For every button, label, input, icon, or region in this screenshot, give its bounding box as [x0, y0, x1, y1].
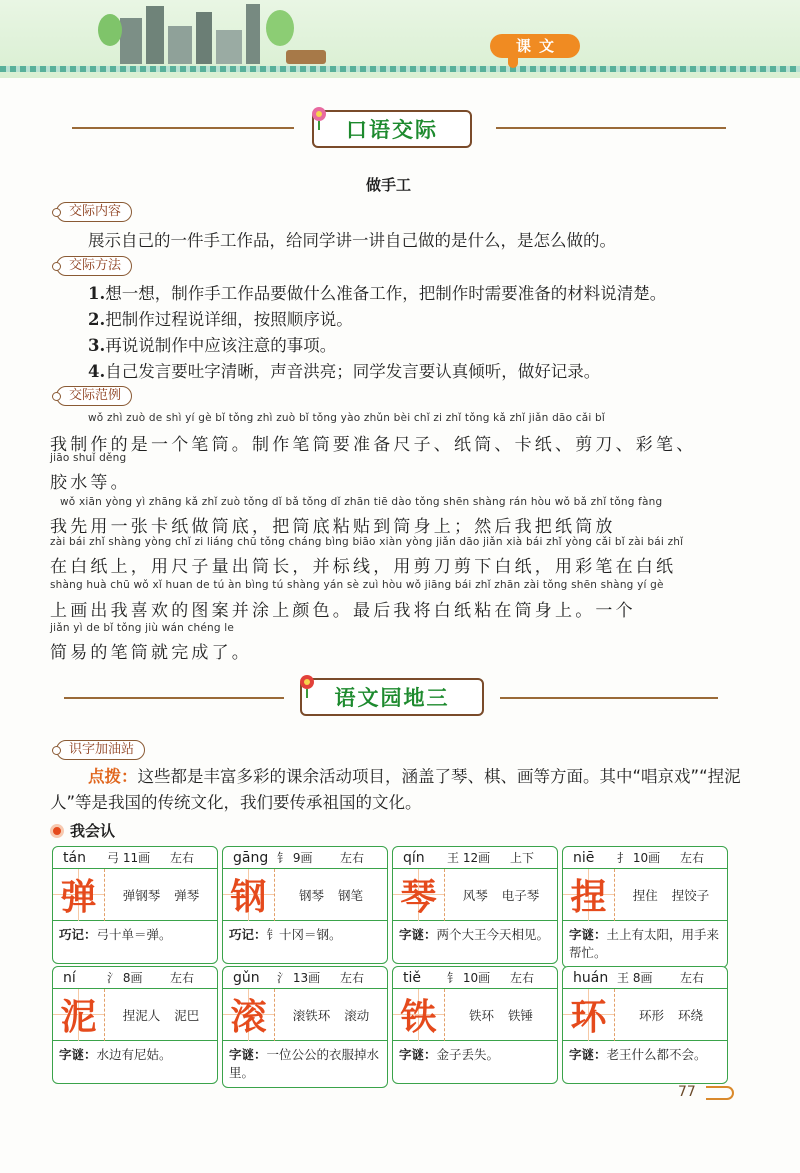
card-structure: 左右 [679, 851, 704, 865]
card-note-label: 字谜： [399, 1047, 437, 1062]
card-note-label: 字谜： [59, 1047, 97, 1062]
method-text: 想一想，制作手工作品要做什么准备工作，把制作时需要准备的材料说清楚。 [105, 284, 667, 303]
card-note: 钅十冈＝钢。 [266, 927, 342, 942]
card-note-label: 巧记： [229, 927, 267, 942]
card-radical: 氵 13画 [277, 971, 321, 985]
card-radical: 钅 10画 [447, 971, 491, 985]
card-structure: 左右 [169, 971, 194, 985]
card-structure: 左右 [339, 971, 364, 985]
card-character: 泥 [53, 989, 105, 1041]
card-pinyin: qín [403, 849, 425, 866]
banner-rule-left [72, 127, 294, 129]
method-number: 3. [88, 336, 106, 355]
card-note: 一位公公的衣服掉水里。 [229, 1047, 380, 1080]
card-character: 钢 [223, 869, 275, 921]
banner-title: 语文园地三 [334, 686, 450, 710]
card-character: 弹 [53, 869, 105, 921]
tag-literacy-station: 识字加油站 [56, 740, 145, 760]
content-paragraph: 展示自己的一件手工作品，给同学讲一讲自己做的是什么，是怎么做的。 [88, 231, 616, 250]
card-pinyin: gāng [233, 849, 269, 866]
card-note-label: 字谜： [229, 1047, 267, 1062]
card-words: 钢琴 钢笔 [299, 887, 363, 903]
method-number: 2. [88, 310, 106, 329]
character-card [222, 966, 388, 1088]
tag-communication-methods: 交际方法 [56, 256, 132, 276]
card-note-label: 字谜： [569, 927, 607, 942]
card-pinyin: tán [63, 849, 86, 866]
method-item [88, 307, 768, 333]
card-character: 铁 [393, 989, 445, 1041]
card-words: 环形 环绕 [639, 1007, 703, 1023]
method-text: 自己发言要吐字清晰，声音洪亮；同学发言要认真倾听，做好记录。 [105, 362, 601, 381]
pinyin-line: shàng huà chū wǒ xǐ huan de tú àn bìng tú shàng yán sè zuì hòu wǒ jiāng bái zhǐ zhān zài tǒng shēn shàng yí gè [50, 579, 664, 591]
chinese-garden-banner [300, 678, 484, 716]
card-note-label: 字谜： [399, 927, 437, 942]
tag-communication-example: 交际范例 [56, 386, 132, 406]
card-note: 两个大王今天相见。 [436, 927, 550, 942]
example-line: 胶水等。 [50, 473, 131, 493]
card-pinyin: niē [573, 849, 595, 866]
lesson-subtitle: 做手工 [366, 176, 412, 194]
banner-rule-left [64, 697, 284, 699]
card-pinyin: tiě [403, 969, 421, 986]
character-card [562, 846, 728, 968]
card-note: 金子丢失。 [436, 1047, 500, 1062]
character-card [392, 846, 558, 964]
card-words: 滚铁环 滚动 [292, 1007, 370, 1023]
card-pinyin: gǔn [233, 969, 260, 986]
example-line: 我制作的是一个笔筒。制作笔筒要准备尺子、纸筒、卡纸、剪刀、彩笔、 [50, 435, 697, 455]
card-structure: 左右 [679, 971, 704, 985]
city-skyline-illustration [90, 0, 450, 66]
character-card [52, 846, 218, 964]
card-words: 铁环 铁锤 [469, 1007, 533, 1023]
example-line: 上画出我喜欢的图案并涂上颜色。最后我将白纸粘在筒身上。一个 [50, 601, 636, 621]
character-card [562, 966, 728, 1084]
example-line: 简易的笔筒就完成了。 [50, 643, 252, 663]
card-note: 水边有尼姑。 [96, 1047, 172, 1062]
card-words: 捏泥人 泥巴 [122, 1007, 200, 1023]
banner-rule-right [500, 697, 718, 699]
method-item [88, 333, 768, 359]
flower-bullet-icon [50, 824, 64, 838]
pinyin-line: zài bái zhǐ shàng yòng chǐ zi liáng chū tǒng cháng bìng biāo xiàn yòng jiǎn dāo jiǎn xià bái zhǐ yòng cǎi bǐ zài bái zhǐ [50, 536, 684, 548]
method-text: 再说说制作中应该注意的事项。 [105, 336, 337, 355]
tip-paragraph [50, 764, 750, 816]
card-radical: 扌 10画 [617, 851, 661, 865]
card-radical: 王 8画 [617, 971, 653, 985]
flower-icon [306, 104, 332, 130]
page-number: 77 [678, 1084, 696, 1100]
card-character: 捏 [563, 869, 615, 921]
card-radical: 弓 11画 [107, 851, 151, 865]
card-radical: 氵 8画 [107, 971, 143, 985]
card-character: 环 [563, 989, 615, 1041]
card-note: 土上有太阳，用手来帮忙。 [569, 927, 720, 960]
section-tab-lesson: 课文 [490, 34, 580, 58]
card-pinyin: huán [573, 969, 609, 986]
recognize-label: 我会认 [70, 822, 116, 840]
pinyin-line: wǒ zhì zuò de shì yí gè bǐ tǒng zhì zuò bǐ tǒng yào zhǔn bèi chǐ zi zhǐ tǒng kǎ zhǐ jiǎn dāo cǎi bǐ [88, 412, 605, 424]
section-tab-pin [508, 58, 518, 68]
card-words: 风琴 电子琴 [462, 887, 540, 903]
recognize-heading [50, 820, 115, 841]
card-structure: 左右 [509, 971, 534, 985]
page-curl-icon [706, 1086, 734, 1100]
card-note-label: 字谜： [569, 1047, 607, 1062]
card-pinyin: ní [63, 969, 76, 986]
card-structure: 左右 [169, 851, 194, 865]
tip-label: 点拨： [88, 767, 138, 786]
method-item [88, 359, 768, 385]
method-text: 把制作过程说详细，按照顺序说。 [105, 310, 353, 329]
card-words: 捏住 捏饺子 [632, 887, 710, 903]
card-radical: 王 12画 [447, 851, 491, 865]
banner-rule-right [496, 127, 726, 129]
character-card [222, 846, 388, 964]
banner-title: 口语交际 [346, 118, 438, 142]
method-number: 1. [88, 284, 106, 303]
card-structure: 上下 [509, 851, 534, 865]
oral-communication-banner [312, 110, 472, 148]
pinyin-line: jiāo shuǐ děng [50, 452, 127, 464]
character-card [52, 966, 218, 1084]
card-words: 弹钢琴 弹琴 [122, 887, 200, 903]
pinyin-line: wǒ xiān yòng yì zhāng kǎ zhǐ zuò tǒng dǐ bǎ tǒng dǐ zhān tiē dào tǒng shēn shàng rán hòu wǒ bǎ zhǐ tǒng fàng [60, 496, 663, 508]
tag-communication-content: 交际内容 [56, 202, 132, 222]
example-line: 在白纸上，用尺子量出筒长，并标线，用剪刀剪下白纸，用彩笔在白纸 [50, 557, 677, 577]
card-note: 弓十单＝弹。 [96, 927, 172, 942]
card-character: 滚 [223, 989, 275, 1041]
method-number: 4. [88, 362, 106, 381]
card-structure: 左右 [339, 851, 364, 865]
example-line: 我先用一张卡纸做筒底，把筒底粘贴到筒身上；然后我把纸筒放 [50, 517, 616, 537]
tip-text: 这些都是丰富多彩的课余活动项目，涵盖了琴、棋、画等方面。其中“唱京戏”“捏泥人”等是我国的传统文化，我们要传承祖国的文化。 [50, 767, 741, 812]
character-card [392, 966, 558, 1084]
page-header [0, 0, 800, 78]
pinyin-line: jiǎn yì de bǐ tǒng jiù wán chéng le [50, 622, 235, 634]
card-note: 老王什么都不会。 [606, 1047, 707, 1062]
flower-icon [294, 672, 320, 698]
method-item [88, 281, 768, 307]
card-note-label: 巧记： [59, 927, 97, 942]
header-rail [0, 66, 800, 72]
card-radical: 钅 9画 [277, 851, 313, 865]
card-character: 琴 [393, 869, 445, 921]
